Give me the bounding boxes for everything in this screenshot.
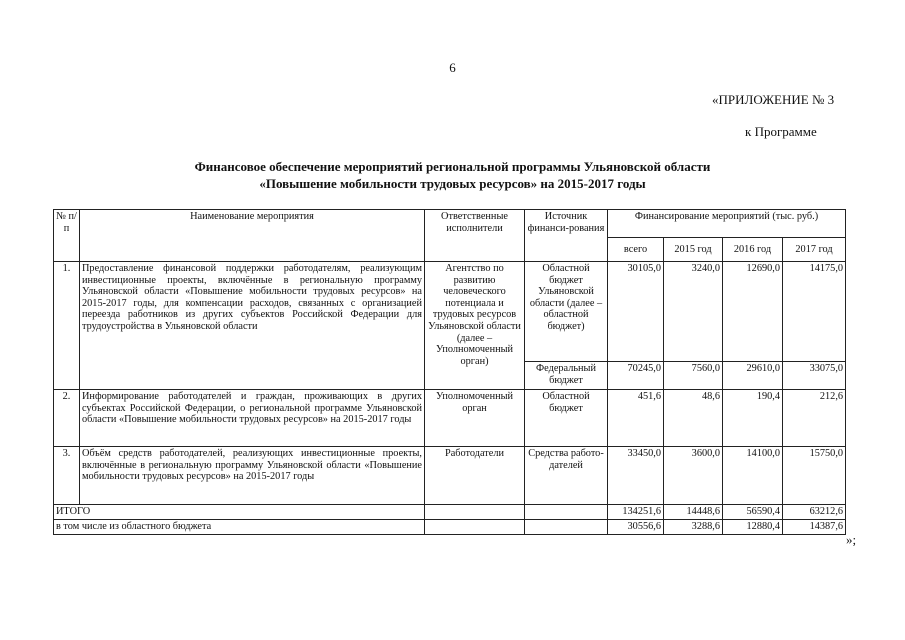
header-2016: 2016 год [723, 238, 783, 262]
cell-total: 134251,6 [608, 505, 664, 520]
cell-2015: 3240,0 [664, 262, 723, 362]
row-executor: Работодатели [425, 447, 525, 505]
cell-total: 30556,6 [608, 520, 664, 535]
header-source: Источник финанси-рования [525, 210, 608, 262]
row-name: Предоставление финансовой поддержки работодателям, реализующим инвестиционные проекты, включённые в региональную программу Ульяновской области «Повышение мобильности трудовых ресурсов» на 2015-2017 годы, для компенсации расходов, связанных с организацией переезда работников из других субъектов Российской Федерации для трудоустройства в Ульяновской области [80, 262, 425, 390]
cell-2016: 190,4 [723, 390, 783, 447]
cell-2016: 12690,0 [723, 262, 783, 362]
cell-total: 30105,0 [608, 262, 664, 362]
cell-2016: 14100,0 [723, 447, 783, 505]
title-line-1: Финансовое обеспечение мероприятий региональной программы Ульяновской области [194, 159, 711, 174]
row-executor: Уполномоченный орган [425, 390, 525, 447]
cell-2015: 7560,0 [664, 362, 723, 390]
document-title [60, 158, 845, 192]
cell-2017: 15750,0 [783, 447, 846, 505]
appendix-label: «ПРИЛОЖЕНИЕ № 3 [712, 92, 835, 107]
closing-quote: »; [846, 532, 857, 547]
financing-table [53, 209, 846, 535]
regional-budget-row [54, 520, 846, 535]
row-num: 2. [54, 390, 80, 447]
cell-2017: 14175,0 [783, 262, 846, 362]
cell-total: 33450,0 [608, 447, 664, 505]
cell-2015: 48,6 [664, 390, 723, 447]
cell-total: 70245,0 [608, 362, 664, 390]
table-row [54, 262, 846, 362]
table-row [54, 447, 846, 505]
header-financing: Финансирование мероприятий (тыс. руб.) [608, 210, 846, 238]
total-label: ИТОГО [54, 505, 425, 520]
total-row [54, 505, 846, 520]
header-name: Наименование мероприятия [80, 210, 425, 262]
header-total: всего [608, 238, 664, 262]
cell-2016: 12880,4 [723, 520, 783, 535]
cell-2016: 29610,0 [723, 362, 783, 390]
row-source: Областной бюджет [525, 390, 608, 447]
cell-2015: 14448,6 [664, 505, 723, 520]
header-executors: Ответственные исполнители [425, 210, 525, 262]
header-num: № п/п [54, 210, 80, 262]
row-source: Средства работо-дателей [525, 447, 608, 505]
table-row [54, 390, 846, 447]
cell-2017: 33075,0 [783, 362, 846, 390]
header-row [54, 210, 846, 238]
appendix-sublabel: к Программе [745, 124, 817, 139]
row-source: Федеральный бюджет [525, 362, 608, 390]
cell-2015: 3288,6 [664, 520, 723, 535]
row-executor: Агентство по развитию человеческого потенциала и трудовых ресурсов Ульяновской области (далее – Уполномоченный орган) [425, 262, 525, 390]
cell-2016: 56590,4 [723, 505, 783, 520]
regional-label: в том числе из областного бюджета [54, 520, 425, 535]
cell-2015: 3600,0 [664, 447, 723, 505]
cell-2017: 14387,6 [783, 520, 846, 535]
header-2015: 2015 год [664, 238, 723, 262]
row-num: 1. [54, 262, 80, 390]
row-source: Областной бюджет Ульяновской области (далее – областной бюджет) [525, 262, 608, 362]
row-name: Объём средств работодателей, реализующих инвестиционные проекты, включённые в региональную программу Ульяновской области «Повышение мобильности трудовых ресурсов» на 2015-2017 годы [80, 447, 425, 505]
header-2017: 2017 год [783, 238, 846, 262]
row-name: Информирование работодателей и граждан, проживающих в других субъектах Российской Федерации, о региональной программе Ульяновской области «Повышение мобильности трудовых ресурсов» на 2015-2017 годы [80, 390, 425, 447]
cell-2017: 212,6 [783, 390, 846, 447]
row-num: 3. [54, 447, 80, 505]
page-number: 6 [449, 60, 456, 75]
cell-total: 451,6 [608, 390, 664, 447]
title-line-2: «Повышение мобильности трудовых ресурсов» на 2015-2017 годы [259, 176, 646, 191]
cell-2017: 63212,6 [783, 505, 846, 520]
